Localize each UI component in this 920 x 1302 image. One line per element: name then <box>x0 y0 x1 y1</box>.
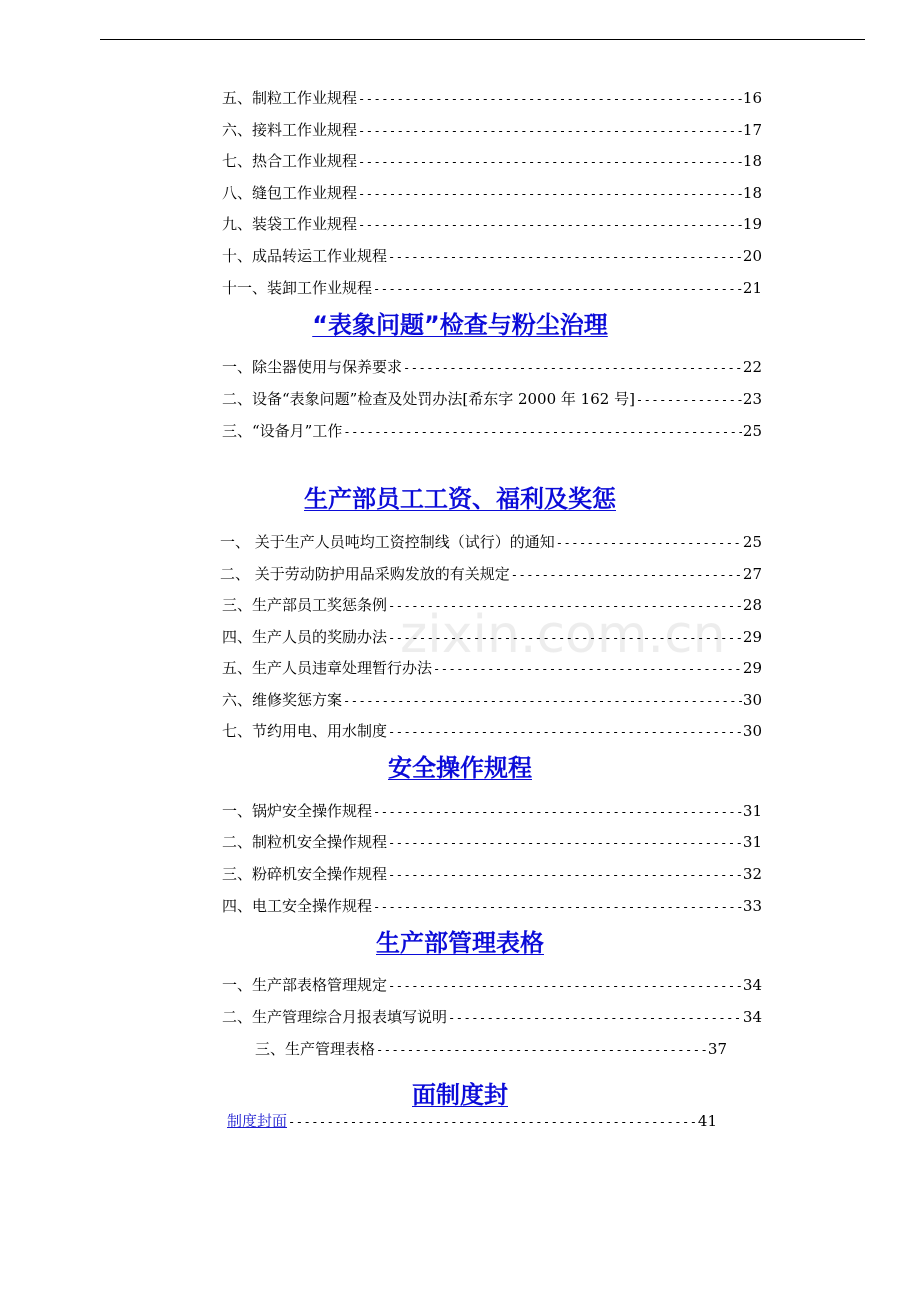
toc-entry[interactable] <box>222 973 762 997</box>
watermark: zixin.com.cn <box>400 605 726 665</box>
toc-entry-page: 28 <box>742 596 762 614</box>
toc-entry-page: 18 <box>742 152 762 170</box>
toc-entry-page: 21 <box>742 279 762 297</box>
dot-leader <box>343 689 742 713</box>
toc-entry-page: 30 <box>742 722 762 740</box>
toc-entry[interactable] <box>222 688 762 712</box>
dot-leader <box>373 800 742 824</box>
dot-leader <box>448 1006 742 1030</box>
toc-entry-page: 17 <box>742 121 762 139</box>
dot-leader <box>358 87 742 111</box>
toc-entry-label: 三、粉碎机安全操作规程 <box>222 865 388 883</box>
toc-entry-label: 一、锅炉安全操作规程 <box>222 802 373 820</box>
toc-entry-label: 三、“设备月”工作 <box>222 422 343 440</box>
dot-leader <box>556 531 742 555</box>
toc-entry[interactable] <box>222 799 762 823</box>
section-heading[interactable]: 生产部管理表格 <box>376 929 544 957</box>
toc-entry-label: 一、除尘器使用与保养要求 <box>222 358 403 376</box>
dot-leader <box>358 213 742 237</box>
toc-entry-label: 二、制粒机安全操作规程 <box>222 833 388 851</box>
toc-entry[interactable] <box>255 1037 727 1061</box>
dot-leader <box>358 150 742 174</box>
toc-entry-page: 29 <box>742 628 762 646</box>
toc-entry-label: 七、热合工作业规程 <box>222 152 358 170</box>
toc-entry-label: 六、维修奖惩方案 <box>222 691 343 709</box>
dot-leader <box>403 356 742 380</box>
dot-leader <box>388 831 742 855</box>
toc-entry[interactable] <box>222 149 762 173</box>
toc-entry-label: 十、成品转运工作业规程 <box>222 247 388 265</box>
toc-entry[interactable] <box>222 1005 762 1029</box>
dot-leader <box>388 974 742 998</box>
toc-entry[interactable] <box>222 276 762 300</box>
toc-entry-label: 二、生产管理综合月报表填写说明 <box>222 1008 448 1026</box>
toc-entry[interactable] <box>222 894 762 918</box>
dot-leader <box>376 1038 707 1062</box>
toc-entry[interactable] <box>222 862 762 886</box>
toc-entry-page: 37 <box>707 1040 727 1058</box>
toc-entry-label: 七、节约用电、用水制度 <box>222 722 388 740</box>
toc-entry-page: 31 <box>742 802 762 820</box>
dot-leader <box>288 1110 697 1134</box>
dot-leader <box>358 182 742 206</box>
toc-entry-label: 一、 关于生产人员吨均工资控制线（试行）的通知 <box>220 533 555 551</box>
dot-leader <box>388 720 742 744</box>
dot-leader <box>636 388 742 412</box>
toc-entry-page: 34 <box>742 1008 762 1026</box>
toc-entry-label: 十一、装卸工作业规程 <box>222 279 373 297</box>
toc-entry-label: 五、生产人员违章处理暂行办法 <box>222 659 433 677</box>
toc-entry-page: 22 <box>742 358 762 376</box>
section-heading[interactable]: “表象问题”检查与粉尘治理 <box>312 311 608 339</box>
toc-entry[interactable] <box>222 387 762 411</box>
dot-leader <box>358 119 742 143</box>
toc-entry-page: 33 <box>742 897 762 915</box>
toc-entry[interactable] <box>227 1109 717 1133</box>
toc-entry-label: 六、接料工作业规程 <box>222 121 358 139</box>
section-heading[interactable]: 面制度封 <box>412 1081 508 1109</box>
toc-entry[interactable] <box>222 355 762 379</box>
section-heading[interactable]: 生产部员工工资、福利及奖惩 <box>304 485 616 513</box>
toc-entry[interactable] <box>222 830 762 854</box>
toc-entry-label: 三、生产部员工奖惩条例 <box>222 596 388 614</box>
toc-entry-page: 20 <box>742 247 762 265</box>
toc-entry-label: 二、 关于劳动防护用品采购发放的有关规定 <box>220 565 510 583</box>
toc-entry-label: 四、电工安全操作规程 <box>222 897 373 915</box>
dot-leader <box>373 277 742 301</box>
toc-entry-page: 25 <box>742 422 762 440</box>
toc-entry-label: 八、缝包工作业规程 <box>222 184 358 202</box>
toc-entry[interactable] <box>222 181 762 205</box>
toc-entry-page: 16 <box>742 89 762 107</box>
toc-entry-label: 二、设备“表象问题”检查及处罚办法[希东字 2000 年 162 号] <box>222 390 635 408</box>
toc-entry[interactable] <box>222 212 762 236</box>
toc-entry-page: 23 <box>742 390 762 408</box>
toc-entry-page: 19 <box>742 215 762 233</box>
dot-leader <box>511 563 742 587</box>
toc-entry-page: 27 <box>742 565 762 583</box>
toc-entry-label: 三、生产管理表格 <box>255 1040 376 1058</box>
toc-entry-label: 五、制粒工作业规程 <box>222 89 358 107</box>
dot-leader <box>373 895 742 919</box>
toc-entry-page: 18 <box>742 184 762 202</box>
toc-entry-label: 一、生产部表格管理规定 <box>222 976 388 994</box>
section-heading[interactable]: 安全操作规程 <box>388 754 532 782</box>
toc-entry-label: 九、装袋工作业规程 <box>222 215 358 233</box>
toc-entry[interactable] <box>220 562 762 586</box>
toc-entry-page: 30 <box>742 691 762 709</box>
toc-entry[interactable] <box>222 719 762 743</box>
toc-entry-page: 29 <box>742 659 762 677</box>
toc-entry[interactable] <box>222 86 762 110</box>
toc-entry-label: 四、生产人员的奖励办法 <box>222 628 388 646</box>
toc-entry-page: 32 <box>742 865 762 883</box>
toc-entry-link[interactable]: 制度封面 <box>227 1112 288 1130</box>
dot-leader <box>388 863 742 887</box>
header-rule <box>100 39 865 40</box>
toc-entry-page: 31 <box>742 833 762 851</box>
dot-leader <box>343 420 742 444</box>
toc-entry[interactable] <box>222 244 762 268</box>
toc-entry-page: 41 <box>697 1112 717 1130</box>
toc-entry[interactable] <box>222 419 762 443</box>
toc-entry[interactable] <box>220 530 762 554</box>
toc-entry-page: 25 <box>742 533 762 551</box>
toc-entry-page: 34 <box>742 976 762 994</box>
dot-leader <box>388 245 742 269</box>
toc-entry[interactable] <box>222 118 762 142</box>
